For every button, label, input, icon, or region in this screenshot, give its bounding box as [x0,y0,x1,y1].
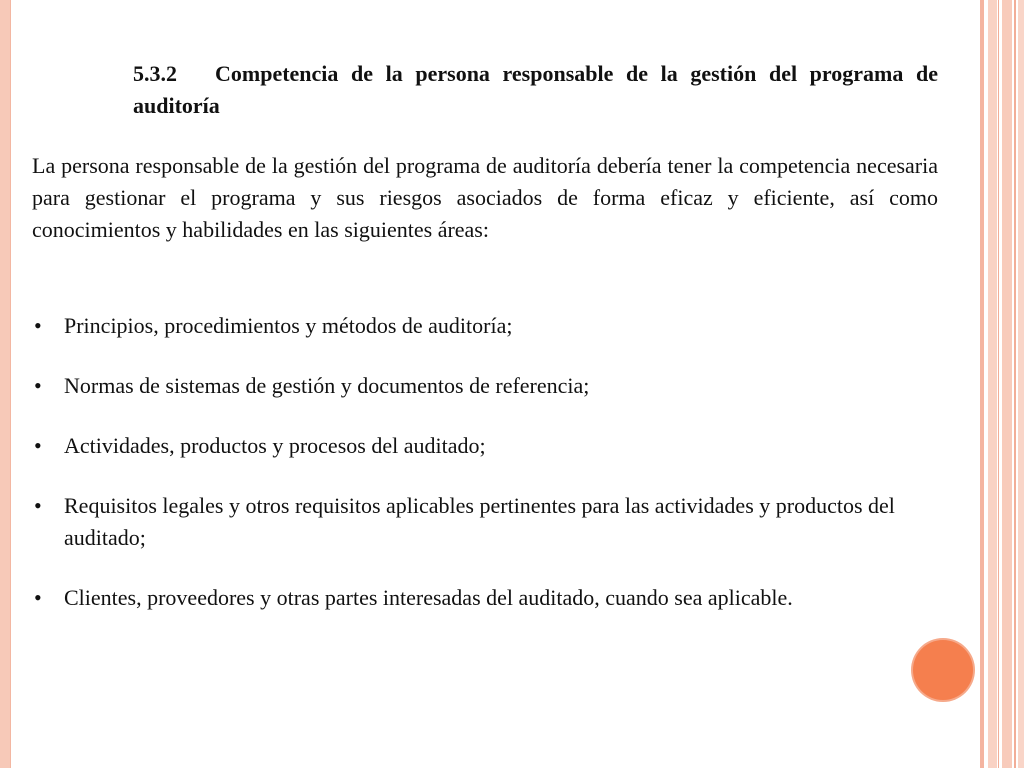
stripe [1002,0,1012,768]
list-item-text: Actividades, productos y procesos del auditado; [64,433,486,458]
list-item [32,490,938,554]
stripe [1014,0,1016,768]
bullet-icon: • [34,373,42,398]
stripe [988,0,997,768]
stripe [980,0,984,768]
list-item-text: Principios, procedimientos y métodos de auditoría; [64,313,513,338]
right-decorative-stripes [976,0,1024,768]
orange-circle-decoration [913,640,973,700]
bullet-icon: • [34,493,42,518]
list-item [32,310,938,342]
list-item-text: Clientes, proveedores y otras partes interesadas del auditado, cuando sea aplicable. [64,585,793,610]
list-item-text: Normas de sistemas de gestión y documentos de referencia; [64,373,590,398]
bullet-icon: • [34,313,42,338]
bullet-icon: • [34,433,42,458]
intro-paragraph: La persona responsable de la gestión del programa de auditoría debería tener la competencia necesaria para gestionar el programa y sus riesgos asociados de forma eficaz y eficiente, así como conocimientos y habilidades en las siguientes áreas: [32,153,938,242]
stripe [1018,0,1024,768]
competence-list [32,310,938,642]
bullet-icon: • [34,585,42,610]
stripe [998,0,999,768]
list-item [32,430,938,462]
list-item [32,370,938,402]
list-item [32,582,938,614]
section-heading [133,58,938,122]
section-title: Competencia de la persona responsable de la gestión del programa de auditoría [133,61,938,118]
list-item-text: Requisitos legales y otros requisitos aplicables pertinentes para las actividades y productos del auditado; [64,493,895,550]
left-decorative-stripe [0,0,11,768]
section-number: 5.3.2 [133,61,177,86]
